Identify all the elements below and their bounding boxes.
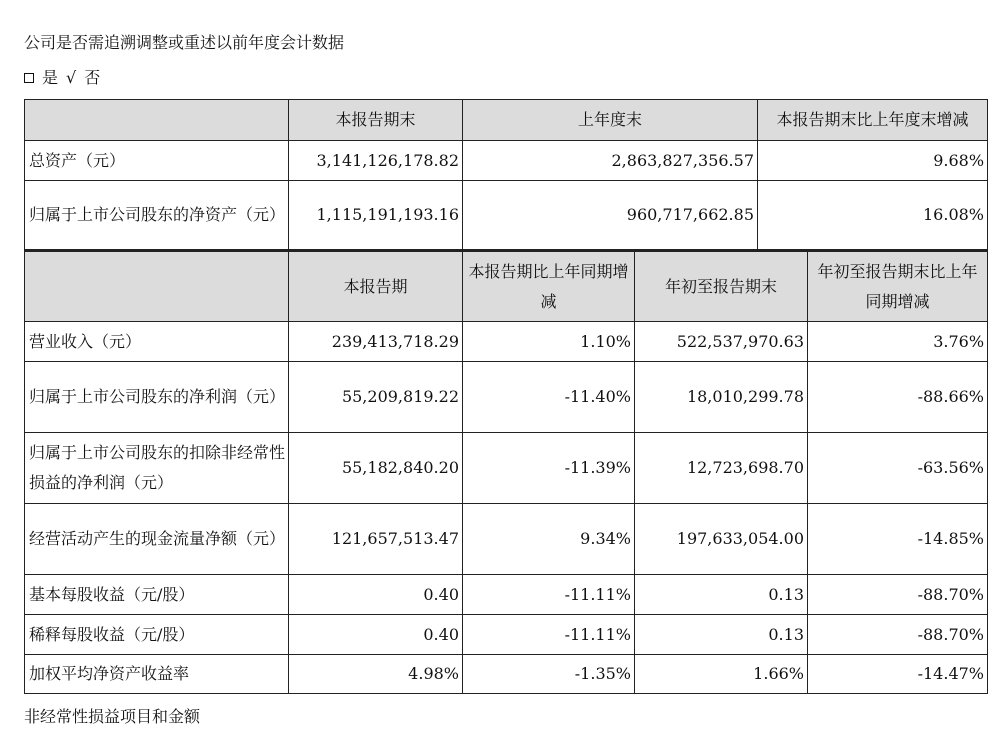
value-cell: 0.40 (289, 615, 463, 655)
value-cell: 3.76% (808, 322, 988, 362)
value-cell: 3,141,126,178.82 (289, 141, 463, 181)
header-period-end: 本报告期末 (289, 100, 463, 141)
row-label: 归属于上市公司股东的净利润（元） (25, 362, 289, 433)
balance-header-row (25, 100, 988, 141)
value-cell: -63.56% (808, 433, 988, 504)
value-cell: 0.13 (635, 615, 808, 655)
header-period-yoy-change: 本报告期比上年同期增减 (463, 251, 635, 322)
no-label: 否 (84, 68, 101, 87)
row-label: 营业收入（元） (25, 322, 289, 362)
value-cell: 197,633,054.00 (635, 504, 808, 575)
header-current-period: 本报告期 (289, 251, 463, 322)
row-label: 基本每股收益（元/股） (25, 575, 289, 615)
row-label: 总资产（元） (25, 141, 289, 181)
value-cell: 1,115,191,193.16 (289, 181, 463, 251)
header-period-end-change: 本报告期末比上年度末增减 (758, 100, 988, 141)
value-cell: -14.85% (808, 504, 988, 575)
header-prior-year-end: 上年度末 (463, 100, 758, 141)
table-row (25, 504, 988, 575)
table-row (25, 141, 988, 181)
table-row (25, 615, 988, 655)
section-heading: 公司是否需追溯调整或重述以前年度会计数据 (24, 33, 345, 52)
value-cell: 239,413,718.29 (289, 322, 463, 362)
value-cell: 16.08% (758, 181, 988, 251)
header-ytd-yoy-change: 年初至报告期末比上年同期增减 (808, 251, 988, 322)
value-cell: 1.66% (635, 655, 808, 694)
value-cell: -88.70% (808, 615, 988, 655)
value-cell: -11.39% (463, 433, 635, 504)
value-cell: 1.10% (463, 322, 635, 362)
header-year-to-date: 年初至报告期末 (635, 251, 808, 322)
value-cell: 9.68% (758, 141, 988, 181)
table-row (25, 575, 988, 615)
check-mark-icon: √ (66, 68, 77, 87)
value-cell: -11.11% (463, 615, 635, 655)
checkbox-square-icon (24, 73, 34, 83)
table-row (25, 362, 988, 433)
value-cell: -88.70% (808, 575, 988, 615)
value-cell: 12,723,698.70 (635, 433, 808, 504)
row-label: 归属于上市公司股东的扣除非经常性损益的净利润（元） (25, 433, 289, 504)
value-cell: 4.98% (289, 655, 463, 694)
table-row (25, 322, 988, 362)
value-cell: 0.13 (635, 575, 808, 615)
income-header-row (25, 251, 988, 322)
row-label: 加权平均净资产收益率 (25, 655, 289, 694)
table-row (25, 433, 988, 504)
next-section-heading: 非经常性损益项目和金额 (24, 707, 201, 726)
table-row (25, 181, 988, 251)
value-cell: 960,717,662.85 (463, 181, 758, 251)
row-label: 稀释每股收益（元/股） (25, 615, 289, 655)
table-row (25, 655, 988, 694)
value-cell: -88.66% (808, 362, 988, 433)
value-cell: 55,209,819.22 (289, 362, 463, 433)
value-cell: -14.47% (808, 655, 988, 694)
value-cell: 55,182,840.20 (289, 433, 463, 504)
value-cell: 9.34% (463, 504, 635, 575)
value-cell: 522,537,970.63 (635, 322, 808, 362)
value-cell: -11.11% (463, 575, 635, 615)
value-cell: -1.35% (463, 655, 635, 694)
value-cell: 0.40 (289, 575, 463, 615)
financial-data-table (24, 99, 988, 694)
row-label: 归属于上市公司股东的净资产（元） (25, 181, 289, 251)
header-empty-cell (25, 100, 289, 141)
header-empty-cell (25, 251, 289, 322)
yes-label: 是 (42, 68, 59, 87)
value-cell: 121,657,513.47 (289, 504, 463, 575)
row-label: 经营活动产生的现金流量净额（元） (25, 504, 289, 575)
retroactive-adjustment-line (24, 67, 100, 89)
value-cell: -11.40% (463, 362, 635, 433)
value-cell: 2,863,827,356.57 (463, 141, 758, 181)
value-cell: 18,010,299.78 (635, 362, 808, 433)
